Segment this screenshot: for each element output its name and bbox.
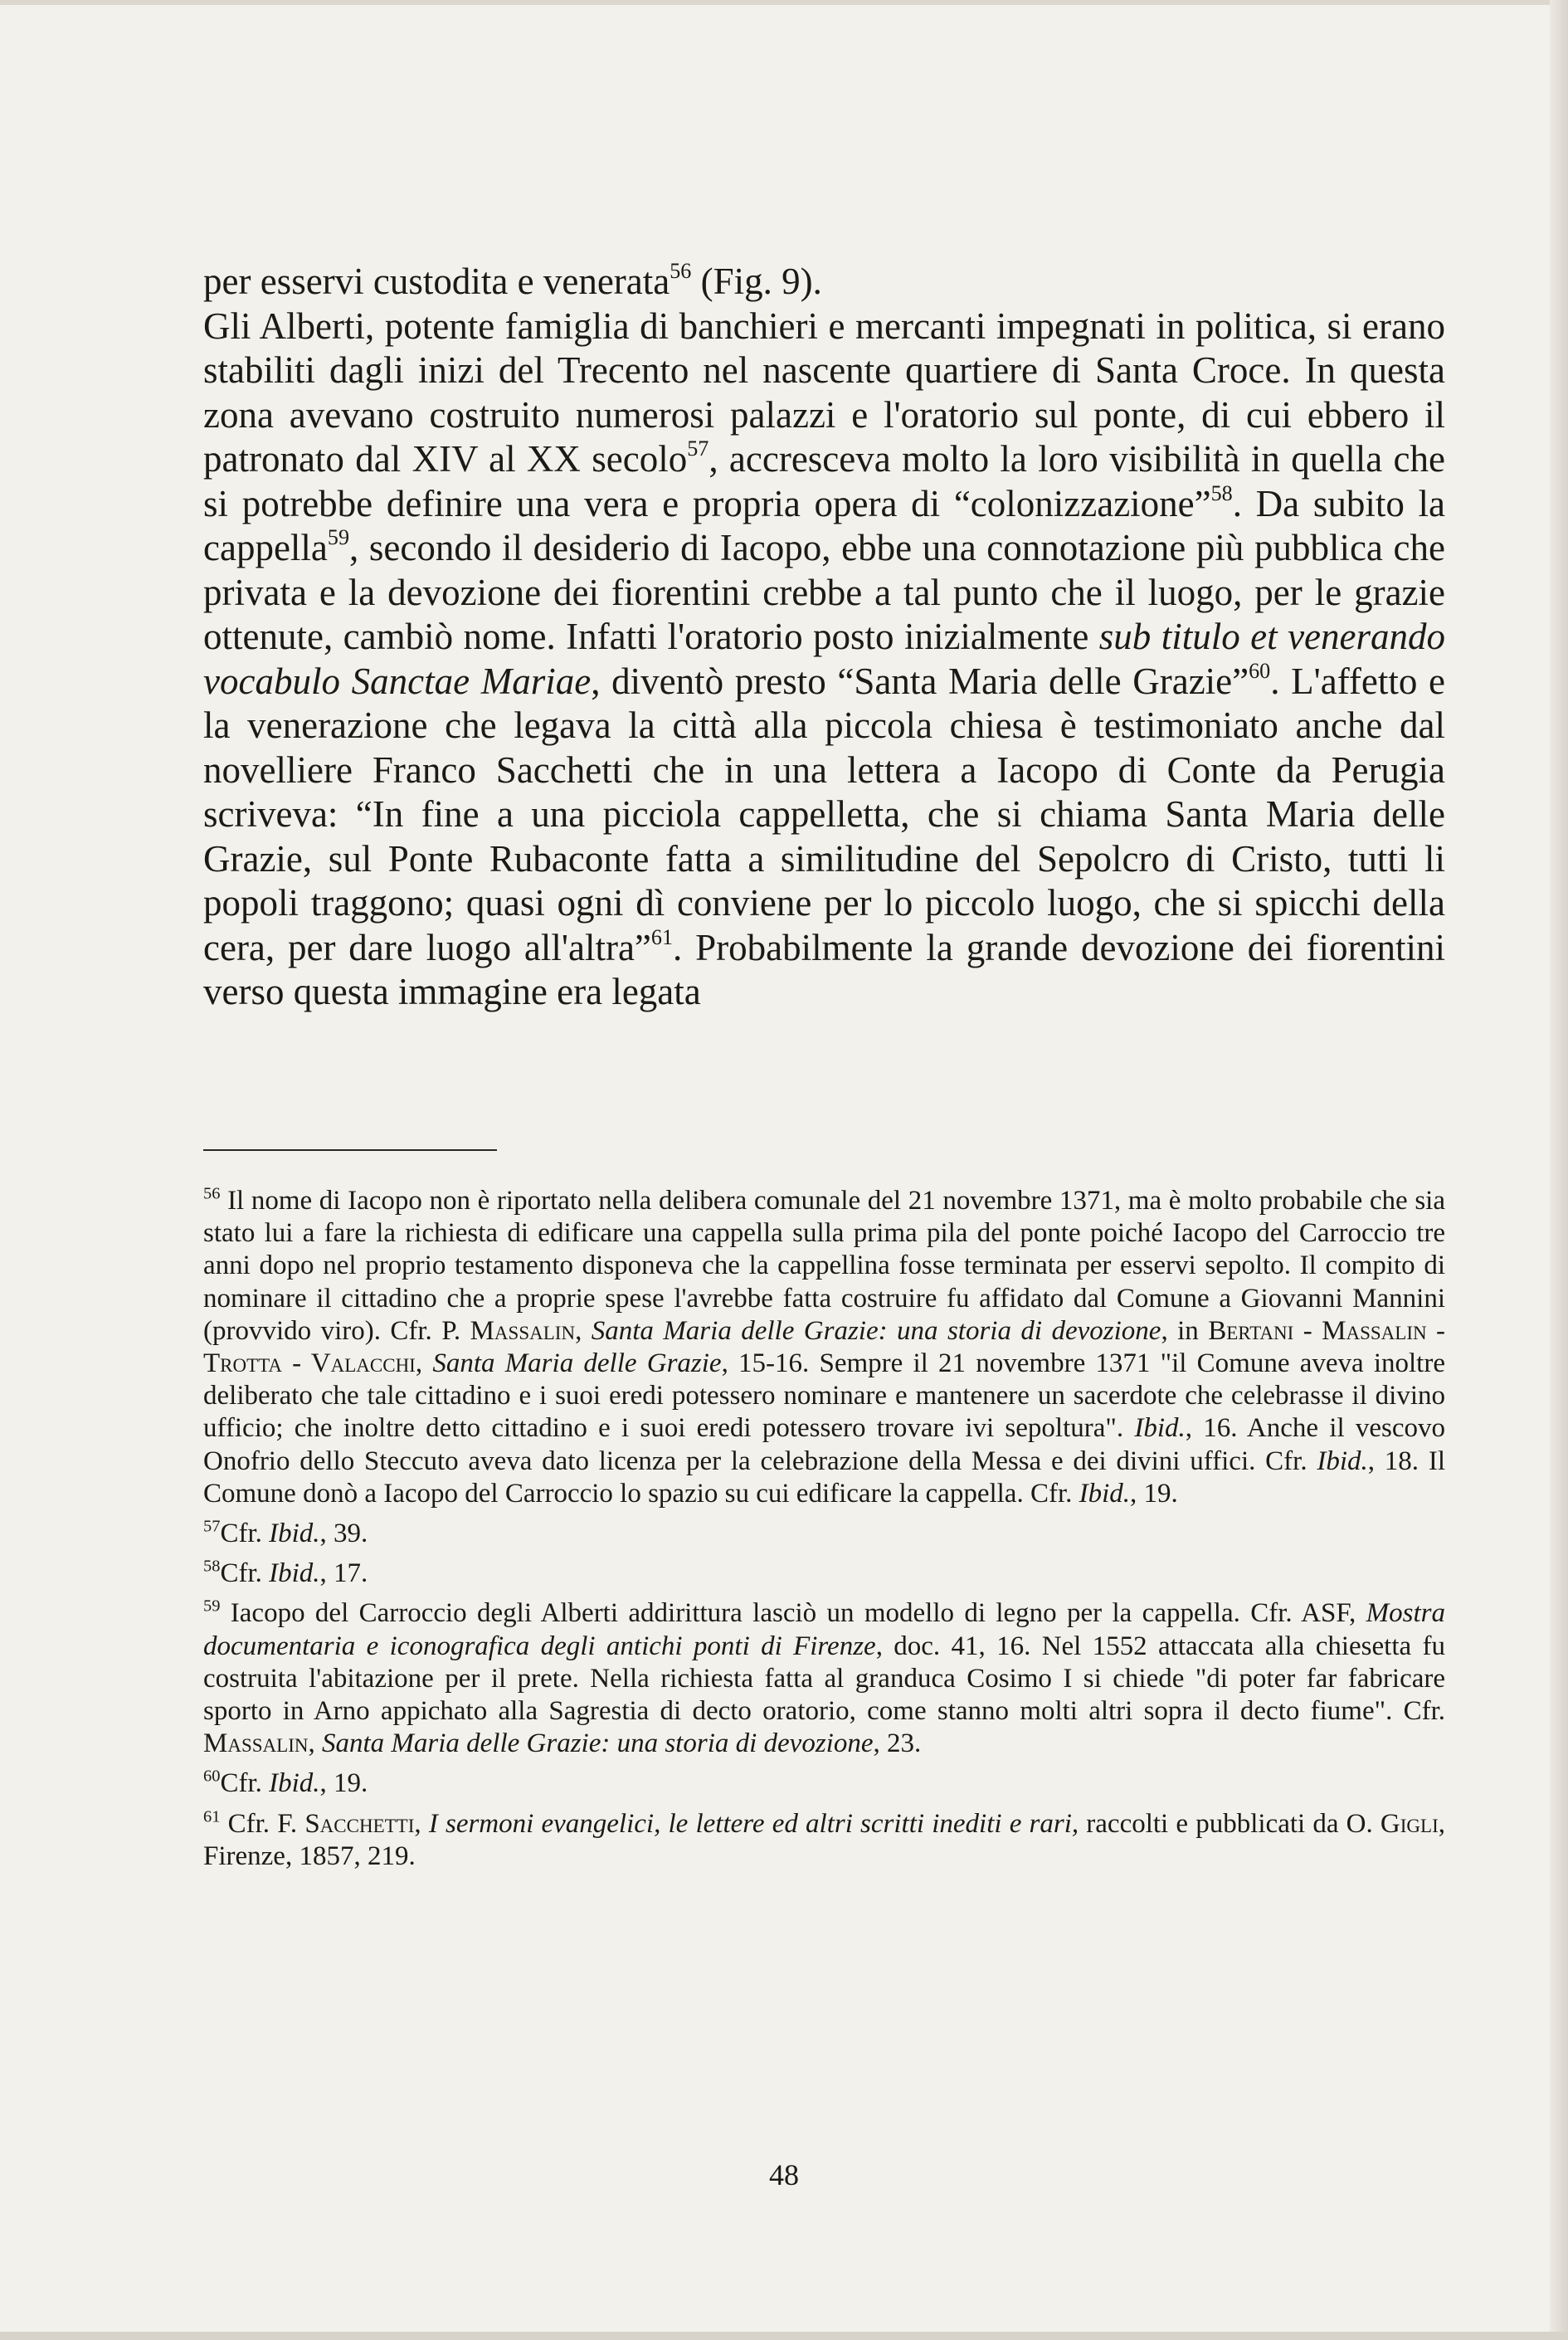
footnote-56: $^{56}$ Il nome di Iacopo non è riportato nella delibera comunale del 21 novembre 1371, ma è molto probabile che sia stato lui a fare la richiesta di edificare una cappella sulla prima pila del ponte poiché Iacopo del Carroccio tre anni dopo nel proprio testamento disponeva che la cappellina fosse terminata per esservi sepolto. Il compito di nominare il cittadino che a proprie spese l'avrebbe fatta costruire fu affidato dal Comune a Giovanni Mannini (provvido viro). Cfr. P. Massalin, Santa Maria delle Grazie: una storia di devozione, in Bertani - Massalin - Trotta - Valacchi, Santa Maria delle Grazie, 15-16. Sempre il 21 novembre 1371 "il Comune aveva inoltre deliberato che tale cittadino e i suoi eredi potessero nominare e mantenere un sacerdote che celebrasse il divino ufficio; che inoltre detto cittadino e i suoi eredi potessero trovare ivi sepoltura". Ibid., 16. Anche il vescovo Onofrio dello Steccuto aveva dato licenza per la celebrazione della Messa e dei divini uffici. Cfr. Ibid., 18. Il Comune donò a Iacopo del Carroccio lo spazio su cui edificare la cappella. Cfr. Ibid., 19. <box>203 1184 1446 1509</box>
footnote-60: $^{60}$Cfr. Ibid., 19. <box>203 1767 368 1799</box>
footnote-61: $^{61}$ Cfr. F. Sacchetti, I sermoni evangelici, le lettere ed altri scritti inediti e rari, raccolti e pubblicati da O. Gigli, Firenze, 1857, 219. <box>203 1806 1445 1871</box>
footnote-59: $^{59}$ Iacopo del Carroccio degli Alberti addirittura lasciò un modello di legno per la cappella. Cfr. ASF, Mostra documentaria e iconografica degli antichi ponti di Firenze, doc. 41, 16. Nel 1552 attaccata alla chiesetta fu costruita l'abitazione per il prete. Nella richiesta fatta al granduca Cosimo I si chiede "di poter far fabricare sporto in Arno appichato alla Sagrestia di decto oratorio, come stanno molti altri sopra il decto fiume". Cfr. Massalin, Santa Maria delle Grazie: una storia di devozione, 23. <box>203 1597 1445 1759</box>
scan-edge-right <box>1550 0 1568 2340</box>
footnote-ref-60[interactable]: 60 <box>1249 658 1271 683</box>
footnote-separator <box>203 1149 497 1151</box>
footnote-ref-56[interactable]: 56 <box>670 259 692 284</box>
main-text <box>203 260 1445 1015</box>
footnote-ref-61[interactable]: 61 <box>650 924 673 949</box>
footnote-ref-57[interactable]: 57 <box>687 436 709 461</box>
scan-edge-top <box>0 0 1568 5</box>
footnote-57: $^{57}$Cfr. Ibid., 39. <box>203 1517 368 1549</box>
footnote-ref-59[interactable]: 59 <box>327 525 349 550</box>
paragraph-alberti: Gli Alberti, potente famiglia di banchieri e mercanti impegnati in politica, si erano stabiliti dagli inizi del Trecento nel nascente quartiere di Santa Croce. In questa zona avevano costruito numerosi palazzi e l'oratorio sul ponte, di cui ebbero il patronato dal XIV al XX secolo$^{57}$, accresceva molto la loro visibilità in quella che si potrebbe definire una vera e propria opera di “colonizzazione”$^{58}$. Da subito la cappella$^{59}$, secondo il desiderio di Iacopo, ebbe una connotazione più pubblica che privata e la devozione dei fiorentini crebbe a tal punto che il luogo, per le grazie ottenute, cambiò nome. Infatti l'oratorio posto inizialmente sub titulo et venerando vocabulo Sanctae Mariae, diventò presto “Santa Maria delle Grazie”$^{60}$. L'affetto e la venerazione che legava la città alla piccola chiesa è testimoniato anche dal novelliere Franco Sacchetti che in una lettera a Iacopo di Conte da Perugia scriveva: “In fine a una picciola cappelletta, che si chiama Santa Maria delle Grazie, sul Ponte Rubaconte fatta a similitudine del Sepolcro di Cristo, tutti li popoli traggono; quasi ogni dì conviene per lo piccolo luogo, che si spicchi della cera, per dare luogo all'altra”$^{61}$. Probabilmente la grande devozione dei fiorentini verso questa immagine era legata <box>203 305 1446 1012</box>
footnote-58: $^{58}$Cfr. Ibid., 17. <box>203 1557 368 1589</box>
footnotes <box>203 1185 1445 1880</box>
footnote-ref-58[interactable]: 58 <box>1210 480 1233 505</box>
opening-line: per esservi custodita e venerata$^{56}$ (Fig. 9). <box>203 259 822 302</box>
page-number: 48 <box>769 2158 799 2191</box>
scan-edge-bottom <box>0 2332 1568 2340</box>
